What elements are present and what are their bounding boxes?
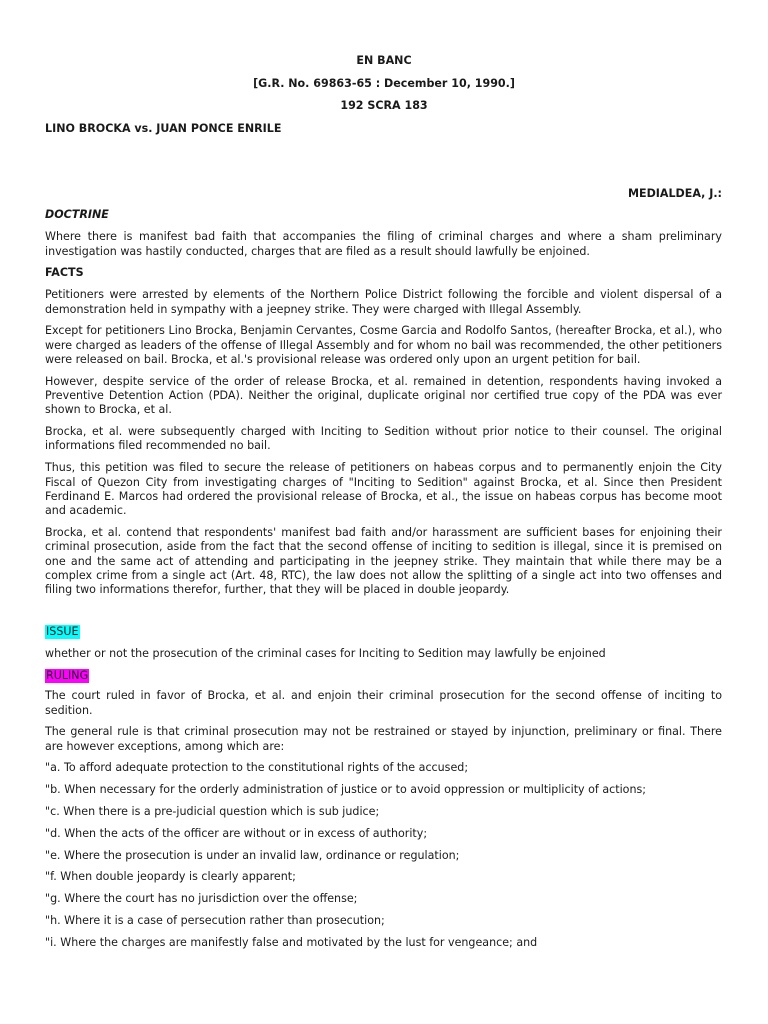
division-heading: EN BANC (356, 54, 412, 67)
issue-text: whether or not the prosecution of the criminal cases for Inciting to Sedition may lawfully be enjoined (45, 647, 606, 661)
facts-paragraph: However, despite service of the order of release Brocka, et al. remained in detention, respondents having invoked a Preventive Detention Action (PDA). Neither the original, duplicate original nor certified true copy of the PDA was ever shown to Brocka, et al. (45, 374, 722, 417)
exception-item: "i. Where the charges are manifestly false and motivated by the lust for vengeance; and (45, 935, 538, 949)
exception-item: "d. When the acts of the officer are without or in excess of authority; (45, 826, 428, 840)
issue-heading: ISSUE (46, 625, 79, 638)
facts-paragraph: Except for petitioners Lino Brocka, Benjamin Cervantes, Cosme Garcia and Rodolfo Santos, (hereafter Brocka, et al.), who were charged as leaders of the offense of Illegal Assembly and for whom no bail was recommended, the other petitioners were released on bail. Brocka, et al.'s provisional release was ordered only upon an urgent petition for bail. (45, 324, 722, 366)
facts-paragraph: Thus, this petition was filed to secure the release of petitioners on habeas corpus and to permanently enjoin the City Fiscal of Quezon City from investigating charges of "Inciting to Sedition" against Brocka, et al. Since then President Ferdinand E. Marcos had ordered the provisional release of Brocka, et al., the issue on habeas corpus has become moot and academic. (45, 461, 722, 518)
doctrine-text: Where there is manifest bad faith that accompanies the filing of criminal charges and where a sham preliminary investigation was hastily conducted, charges that are filed as a result should lawfully be enjoined. (45, 230, 722, 258)
ruling-heading: RULING (46, 669, 89, 682)
case-title: LINO BROCKA vs. JUAN PONCE ENRILE (45, 122, 282, 135)
exception-item: "h. Where it is a case of persecution rather than prosecution; (45, 914, 385, 928)
ruling-section (45, 669, 722, 958)
doctrine-heading: DOCTRINE (45, 208, 109, 221)
facts-paragraph: Brocka, et al. contend that respondents' manifest bad faith and/or harassment are sufficient bases for enjoining their criminal prosecution, aside from the fact that the second offense of inciting to sedition is illegal, since it is premised on one and the same act of attending and participating in the jeepney strike. They maintain that while there may be a complex crime from a single act (Art. 48, RTC), the law does not allow the splitting of a single act into two offenses and filing two informations therefor, further, that they will be placed in double jeopardy. (45, 525, 722, 597)
exception-item: "c. When there is a pre-judicial question which is sub judice; (45, 805, 380, 819)
ponente-name: MEDIALDEA, J.: (627, 187, 722, 200)
exception-item: "e. Where the prosecution is under an invalid law, ordinance or regulation; (45, 848, 460, 862)
facts-section (45, 266, 722, 605)
doctrine-section (45, 208, 722, 266)
ruling-paragraph: The general rule is that criminal prosecution may not be restrained or stayed by injunction, preliminary or final. There are however exceptions, among which are: (45, 725, 722, 753)
facts-heading: FACTS (45, 266, 84, 279)
facts-paragraph: Petitioners were arrested by elements of the Northern Police District following the forcible and violent dispersal of a demonstration held in sympathy with a jeepney strike. They were charged with Illegal Assembly. (45, 288, 722, 316)
ponente (628, 187, 722, 201)
exception-item: "a. To afford adequate protection to the constitutional rights of the accused; (45, 761, 469, 775)
exception-item: "g. Where the court has no jurisdiction over the offense; (45, 892, 358, 906)
scra-citation: 192 SCRA 183 (340, 99, 428, 112)
gr-number-line: [G.R. No. 69863-65 : December 10, 1990.] (253, 77, 515, 90)
ruling-paragraph: The court ruled in favor of Brocka, et al. and enjoin their criminal prosecution for the second offense of inciting to sedition. (45, 689, 722, 717)
exception-item: "f. When double jeopardy is clearly apparent; (45, 870, 296, 884)
issue-section (45, 625, 722, 669)
exception-item: "b. When necessary for the orderly administration of justice or to avoid oppression or multiplicity of actions; (45, 783, 647, 797)
facts-paragraph: Brocka, et al. were subsequently charged with Inciting to Sedition without prior notice to their counsel. The original informations filed recommended no bail. (45, 425, 722, 453)
